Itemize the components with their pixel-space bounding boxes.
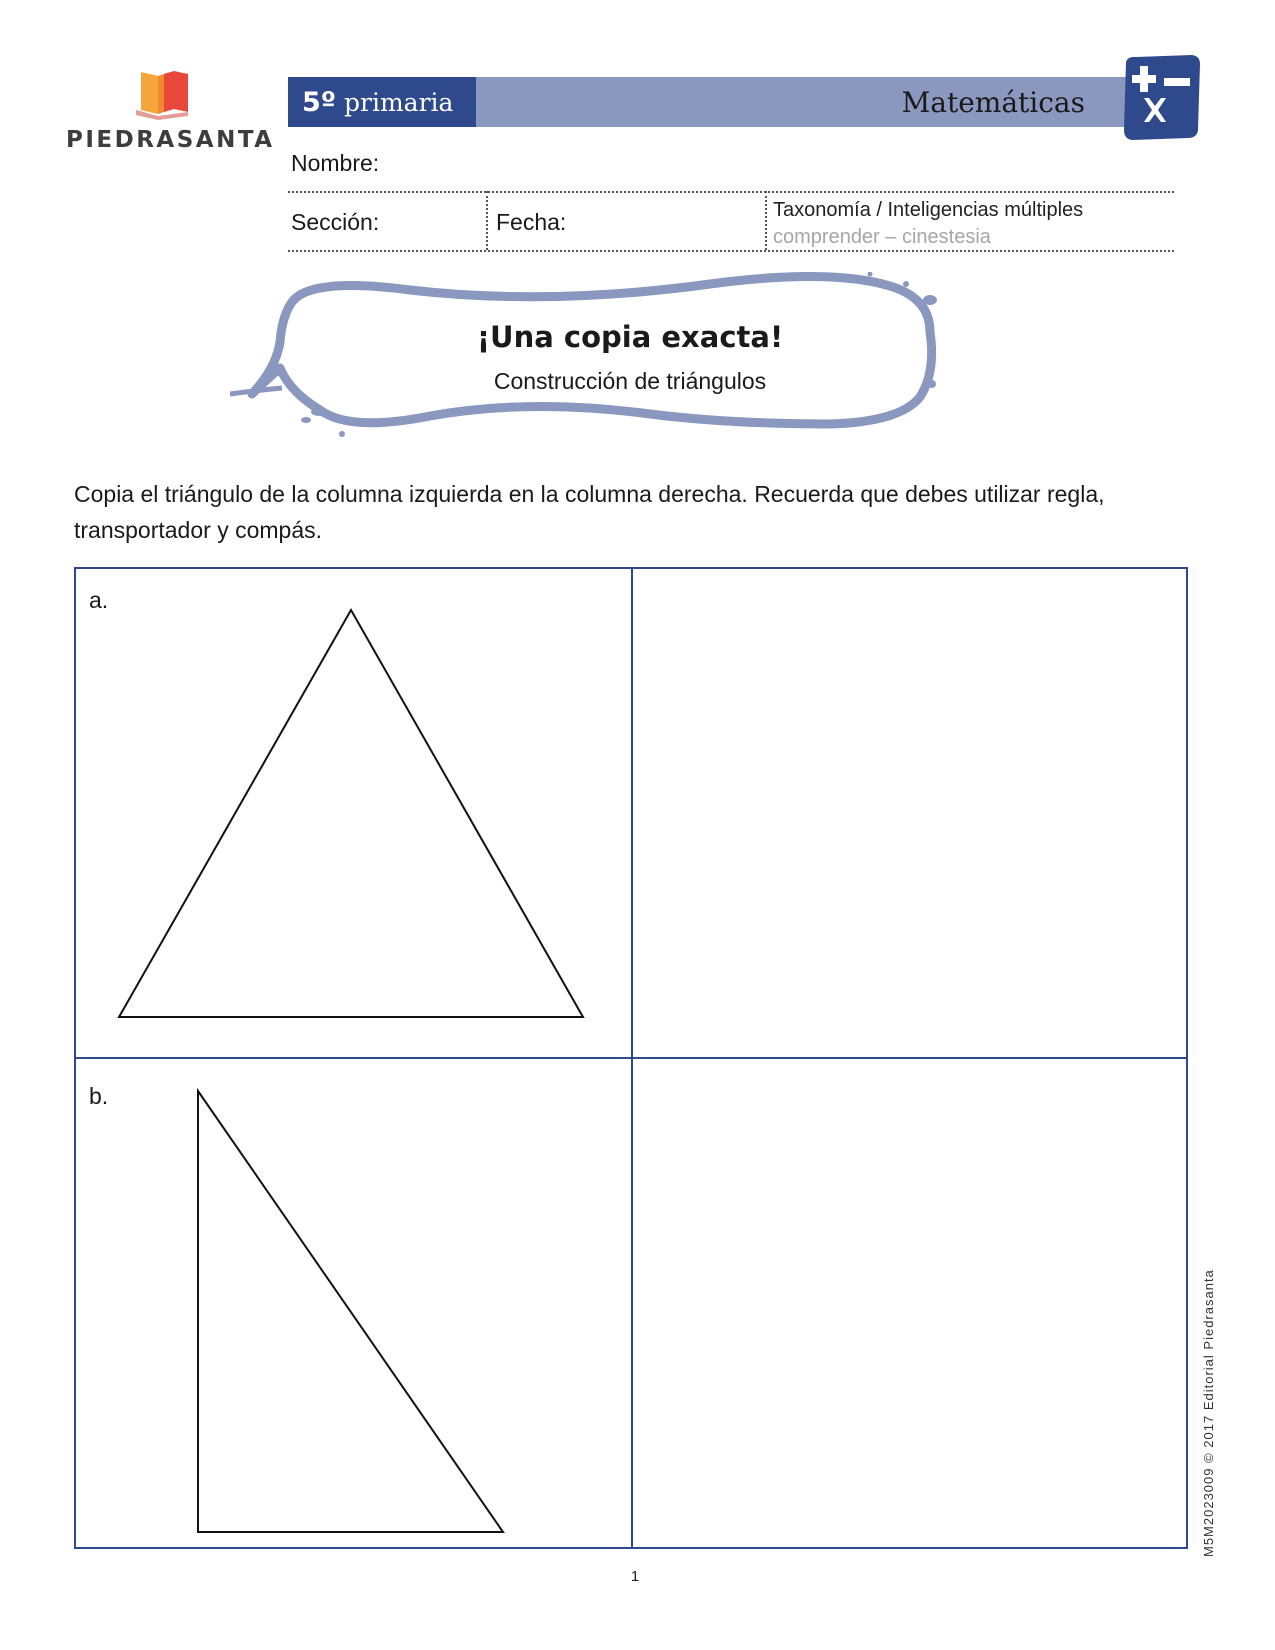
form-divider-top [288,191,1174,193]
section-label: Sección: [291,209,380,235]
form-divider-v2 [765,191,767,250]
activity-subtitle: Construcción de triángulos [493,368,767,394]
exercise-b-answer-area[interactable] [633,1059,1186,1547]
book-logo-icon [66,70,266,130]
grade-number: 5º [302,86,337,118]
instructions: Copia el triángulo de la columna izquierda en la columna derecha. Recuerda que debes utilizar regla, transportador y compás. [74,481,1105,543]
grade-label: primaria [344,87,454,117]
publisher-name: PIEDRASANTA [66,127,275,153]
exercise-a-answer-area[interactable] [633,569,1186,1057]
publisher-logo [66,70,275,165]
form-divider-bottom [288,250,1174,252]
taxonomy-value: comprender – cinestesia [773,226,991,248]
activity-title: ¡Una copia exacta! [476,320,784,354]
exercise-b-label: b. [89,1083,109,1109]
grade-badge [288,77,476,127]
subject-title: Matemáticas [901,86,1085,119]
title-bubble-shape [230,272,990,452]
copyright-notice: M5M2023009 © 2017 Editorial Piedrasanta [1201,1269,1216,1557]
exercise-a-label: a. [89,587,109,613]
name-label: Nombre: [291,150,380,176]
form-divider-v1 [486,191,488,250]
math-operations-icon [1120,54,1202,144]
date-label: Fecha: [496,209,567,235]
taxonomy-title: Taxonomía / Inteligencias múltiples [773,199,1084,221]
page-number: 1 [630,1568,640,1585]
